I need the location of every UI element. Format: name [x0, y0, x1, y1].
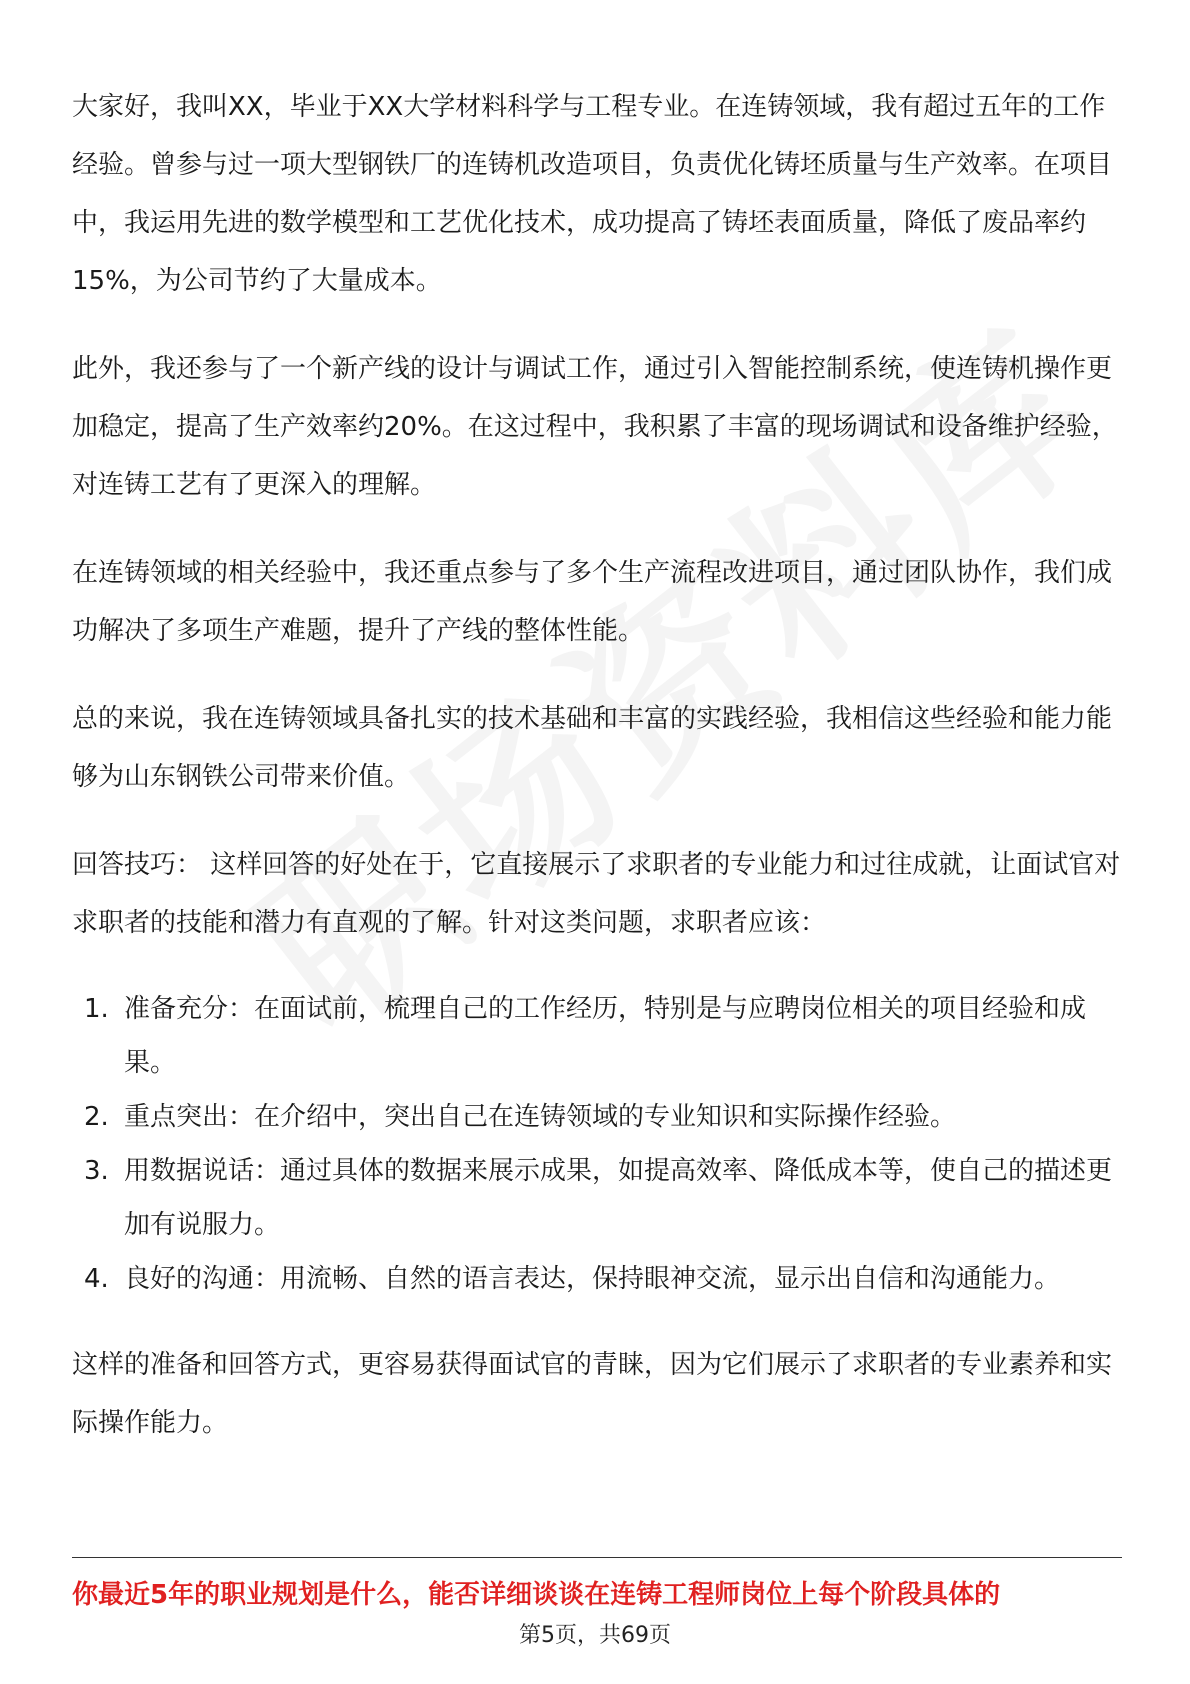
- answer-paragraph-3: 在连铸领域的相关经验中，我还重点参与了多个生产流程改进项目，通过团队协作，我们成功解决了多项生产难题，提升了产线的整体性能。: [72, 558, 1113, 646]
- tips-list: [72, 982, 1122, 1306]
- list-item: [72, 1090, 1122, 1144]
- answer-paragraph-4: 总的来说，我在连铸领域具备扎实的技术基础和丰富的实践经验，我相信这些经验和能力能够为山东钢铁公司带来价值。: [72, 704, 1113, 792]
- list-item: [72, 982, 1122, 1090]
- list-item-number: 3.: [84, 1156, 109, 1186]
- list-item-text: 用数据说话：通过具体的数据来展示成果，如提高效率、降低成本等，使自己的描述更加有说服力。: [124, 1156, 1113, 1240]
- list-item: [72, 1144, 1122, 1252]
- document-body: [72, 78, 1122, 1482]
- list-item-number: 2.: [84, 1102, 109, 1132]
- list-item-text: 良好的沟通：用流畅、自然的语言表达，保持眼神交流，显示出自信和沟通能力。: [124, 1264, 1061, 1294]
- list-item: [72, 1252, 1122, 1306]
- list-item-text: 准备充分：在面试前，梳理自己的工作经历，特别是与应聘岗位相关的项目经验和成果。: [124, 994, 1087, 1078]
- answer-paragraph-2: 此外，我还参与了一个新产线的设计与调试工作，通过引入智能控制系统，使连铸机操作更加稳定，提高了生产效率约20%。在这过程中，我积累了丰富的现场调试和设备维护经验，对连铸工艺有了更深入的理解。: [72, 354, 1118, 500]
- answer-tips-intro: 回答技巧： 这样回答的好处在于，它直接展示了求职者的专业能力和过往成就，让面试官对求职者的技能和潜力有直观的了解。针对这类问题，求职者应该：: [72, 850, 1121, 938]
- next-question-heading: 你最近5年的职业规划是什么，能否详细谈谈在连铸工程师岗位上每个阶段具体的: [72, 1580, 1001, 1610]
- section-divider: [72, 1557, 1122, 1558]
- list-item-number: 4.: [84, 1264, 109, 1294]
- page-number: 第5页，共69页: [519, 1623, 671, 1648]
- answer-paragraph-1: 大家好，我叫XX，毕业于XX大学材料科学与工程专业。在连铸领域，我有超过五年的工作经验。曾参与过一项大型钢铁厂的连铸机改造项目，负责优化铸坯质量与生产效率。在项目中，我运用先进的数学模型和工艺优化技术，成功提高了铸坯表面质量，降低了废品率约15%，为公司节约了大量成本。: [72, 92, 1113, 296]
- closing-paragraph: 这样的准备和回答方式，更容易获得面试官的青睐，因为它们展示了求职者的专业素养和实际操作能力。: [72, 1350, 1113, 1438]
- list-item-number: 1.: [84, 994, 109, 1024]
- list-item-text: 重点突出：在介绍中，突出自己在连铸领域的专业知识和实际操作经验。: [124, 1102, 957, 1132]
